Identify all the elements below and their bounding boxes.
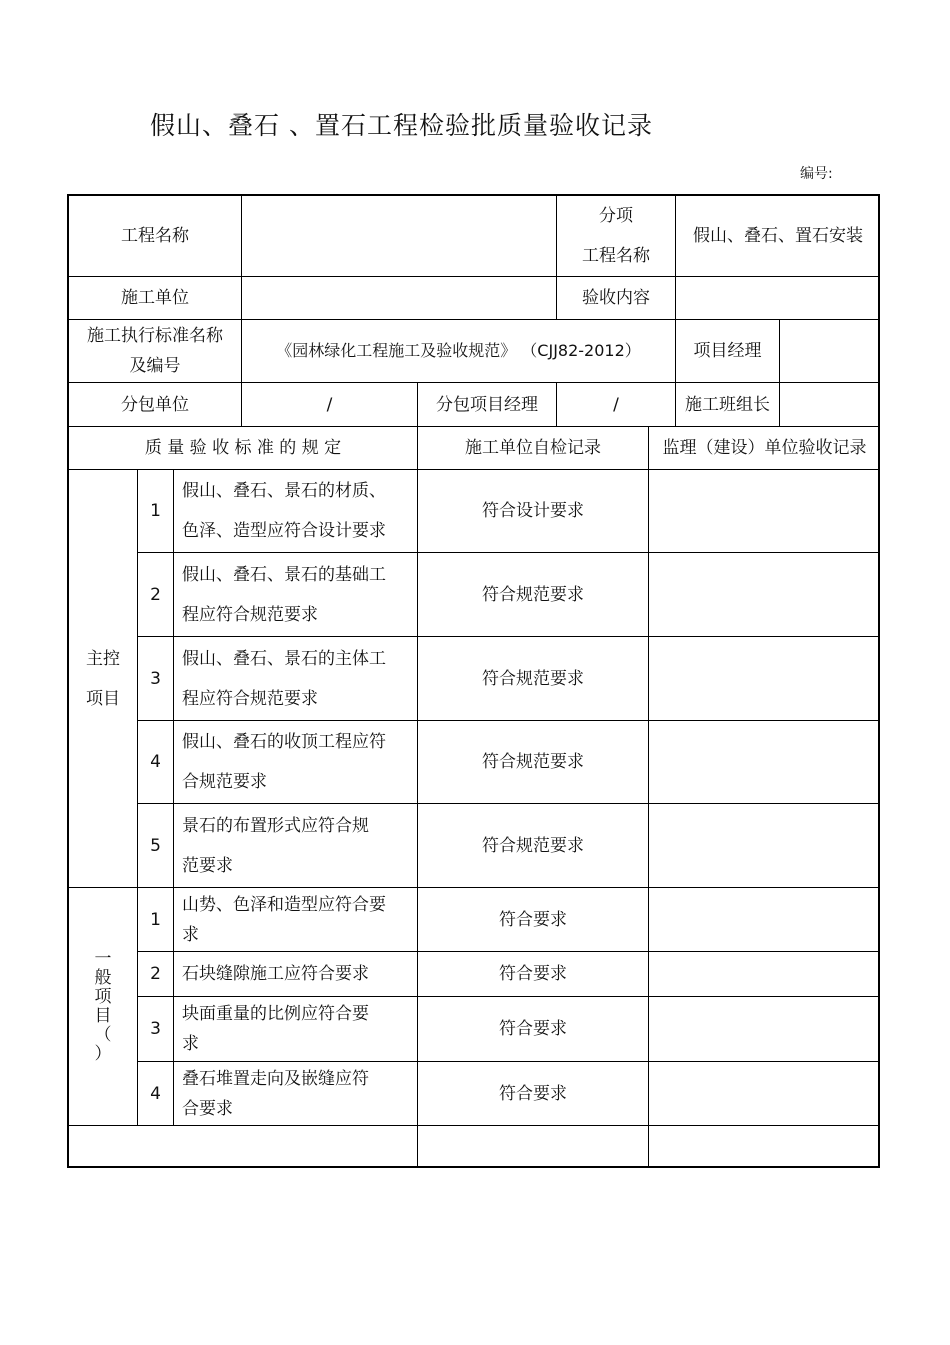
item-requirement-line2: 程应符合规范要求 — [182, 688, 318, 709]
subcontractor-label: 分包单位 — [121, 394, 189, 415]
item-requirement-line2: 程应符合规范要求 — [182, 604, 318, 625]
footer-cell-3[interactable] — [649, 1126, 880, 1168]
item-requirement-line1: 假山、叠石、景石的基础工 — [182, 564, 386, 585]
self-check-result[interactable]: 符合要求 — [499, 964, 567, 984]
main-control-items-label — [69, 470, 137, 887]
general-items-label — [69, 888, 137, 1125]
self-check-result[interactable]: 符合规范要求 — [482, 584, 584, 605]
team-leader-label: 施工班组长 — [685, 394, 770, 415]
item-number: 1 — [150, 909, 161, 930]
footer-cell-1[interactable] — [69, 1126, 417, 1168]
supervision-result[interactable] — [649, 553, 880, 636]
sub-project-value[interactable]: 假山、叠石、置石安装 — [693, 226, 863, 246]
general-label-char: ） — [94, 1043, 112, 1064]
footer-cell-2[interactable] — [418, 1126, 648, 1168]
item-requirement — [174, 1062, 417, 1125]
supervision-result[interactable] — [649, 804, 880, 887]
self-check-result[interactable]: 符合要求 — [499, 1019, 567, 1039]
self-check-result[interactable]: 符合要求 — [499, 909, 567, 930]
sub-project-label-line1: 分项 — [599, 206, 633, 226]
item-requirement-line1: 叠石堆置走向及嵌缝应符 — [182, 1068, 369, 1089]
item-number: 4 — [150, 1083, 161, 1104]
general-label-char: 般 — [94, 967, 112, 988]
main-control-label-line2: 项目 — [86, 688, 120, 709]
supervision-result[interactable] — [649, 888, 880, 951]
main-control-label-line1: 主控 — [86, 648, 120, 669]
standard-value[interactable]: 《园林绿化工程施工及验收规范》 （CJJ82-2012） — [276, 341, 641, 360]
document-number-label: 编号: — [800, 166, 833, 182]
item-requirement-line2: 合要求 — [182, 1098, 233, 1119]
supervision-result[interactable] — [649, 997, 880, 1061]
supervision-result[interactable] — [649, 952, 880, 996]
supervision-result[interactable] — [649, 1062, 880, 1125]
self-check-result[interactable]: 符合规范要求 — [482, 668, 584, 689]
general-label-char: 目 — [94, 1005, 112, 1026]
supervision-result[interactable] — [649, 637, 880, 720]
item-requirement-line2: 色泽、造型应符合设计要求 — [182, 521, 386, 541]
project-name-value[interactable] — [242, 196, 556, 276]
item-requirement-line1: 假山、叠石、景石的主体工 — [182, 648, 386, 669]
item-requirement — [174, 470, 417, 552]
item-requirement-line1: 假山、叠石、景石的材质、 — [182, 481, 386, 501]
construction-unit-label: 施工单位 — [121, 288, 189, 308]
sub-project-label — [557, 196, 675, 276]
self-check-result[interactable]: 符合设计要求 — [482, 501, 584, 521]
item-requirement — [174, 637, 417, 720]
item-requirement-line2: 求 — [182, 924, 199, 945]
item-requirement-line1: 景石的布置形式应符合规 — [182, 815, 369, 836]
item-requirement-line1: 假山、叠石的收顶工程应符 — [182, 732, 386, 752]
general-label-char: 一 — [94, 948, 112, 969]
column-header-standard: 质 量 验 收 标 准 的 规 定 — [144, 438, 342, 458]
item-number: 3 — [150, 668, 161, 689]
acceptance-content-label: 验收内容 — [582, 288, 650, 308]
project-manager-label: 项目经理 — [693, 341, 762, 361]
subcontractor-value[interactable]: / — [326, 394, 333, 415]
column-header-supervision: 监理（建设）单位验收记录 — [662, 438, 867, 458]
self-check-result[interactable]: 符合规范要求 — [482, 752, 584, 772]
standard-label-line2: 及编号 — [129, 356, 181, 376]
project-name-label: 工程名称 — [121, 226, 189, 246]
item-number: 4 — [150, 752, 161, 772]
item-requirement — [174, 888, 417, 951]
standard-label-line1: 施工执行标准名称 — [87, 326, 223, 346]
self-check-result[interactable]: 符合规范要求 — [482, 835, 584, 856]
item-requirement — [174, 997, 417, 1061]
supervision-result[interactable] — [649, 470, 880, 552]
item-requirement — [174, 553, 417, 636]
inspection-record-table — [67, 194, 880, 1168]
team-leader-value[interactable] — [780, 383, 880, 426]
sub-manager-value[interactable]: / — [613, 394, 619, 415]
item-requirement-line1: 山势、色泽和造型应符合要 — [182, 894, 386, 915]
item-requirement-line2: 求 — [182, 1034, 199, 1054]
sub-project-label-line2: 工程名称 — [582, 246, 650, 266]
item-requirement-line1: 块面重量的比例应符合要 — [182, 1004, 369, 1024]
item-number: 1 — [150, 501, 161, 521]
item-requirement — [174, 804, 417, 887]
item-number: 5 — [150, 835, 161, 856]
item-requirement — [174, 721, 417, 803]
general-label-char: 项 — [94, 986, 112, 1007]
item-requirement: 石块缝隙施工应符合要求 — [182, 964, 369, 984]
construction-unit-value[interactable] — [242, 277, 556, 319]
acceptance-content-value[interactable] — [676, 277, 880, 319]
item-requirement-line2: 合规范要求 — [182, 772, 267, 792]
column-header-self-check: 施工单位自检记录 — [465, 438, 601, 458]
general-label-char: （ — [94, 1024, 112, 1045]
item-number: 2 — [150, 584, 161, 605]
item-requirement-line2: 范要求 — [182, 855, 233, 876]
supervision-result[interactable] — [649, 721, 880, 803]
item-number: 3 — [150, 1019, 161, 1039]
project-manager-value[interactable] — [780, 320, 880, 382]
page-title: 假山、叠石 、置石工程检验批质量验收记录 — [150, 111, 653, 140]
standard-label — [69, 320, 241, 382]
sub-manager-label: 分包项目经理 — [436, 394, 538, 415]
item-number: 2 — [150, 964, 161, 984]
self-check-result[interactable]: 符合要求 — [499, 1083, 567, 1104]
